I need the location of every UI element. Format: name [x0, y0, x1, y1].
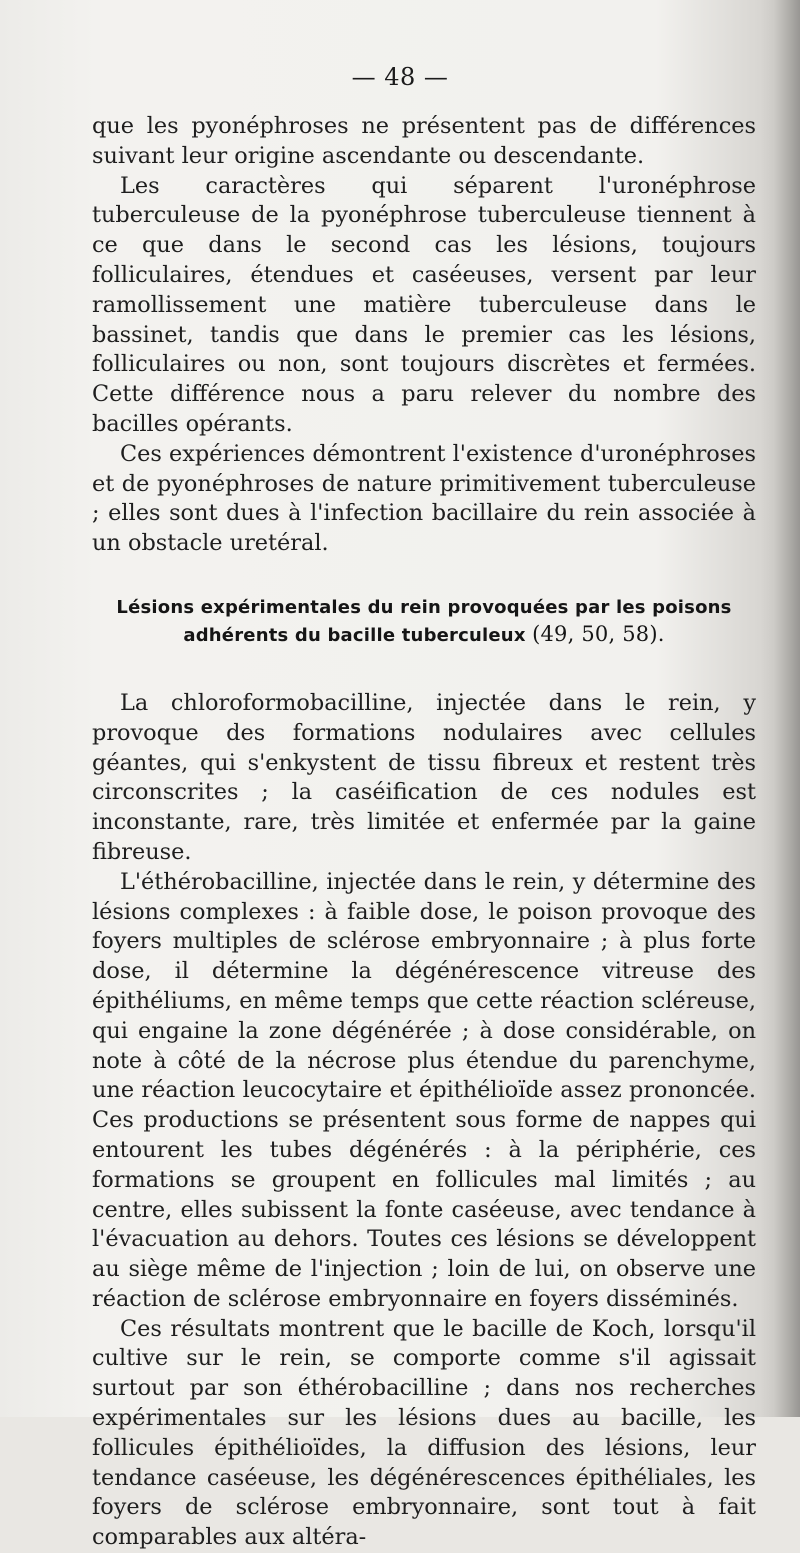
section-heading-line-2-text: adhérents du bacille tuberculeux [183, 624, 526, 646]
page-body [92, 112, 756, 1553]
paragraph-koch-bacillus-results: Ces résultats montrent que le bacille de Koch, lorsqu'il cultive sur le rein, se comporte comme s'il agissait surtout par son éthérobacilline ; dans nos recherches expérimentales sur les lésions dues au bacille, les follicules épithélioïdes, la diffusion des lésions, leur tendance caséeuse, les dégénérescences épithéliales, les foyers de sclérose embryonnaire, sont tout à fait comparables aux altéra- [92, 1315, 756, 1551]
page-number: — 48 — [351, 63, 449, 91]
paragraph-continuation: que les pyonéphroses ne présentent pas de différences suivant leur origine ascendante ou descendante. [92, 113, 756, 169]
section-heading-line-1: Lésions expérimentales du rein provoquées par les poisons [116, 596, 732, 618]
paragraph-uronephrose-vs-pyonephrose: Les caractères qui séparent l'uronéphrose tuberculeuse de la pyonéphrose tuberculeuse tiennent à ce que dans le second cas les lésions, toujours folliculaires, étendues et caséeuses, versent par leur ramollissement une matière tuberculeuse dans le bassinet, tandis que dans le premier cas les lésions, folliculaires ou non, sont toujours discrètes et fermées. Cette différence nous a paru relever du nombre des bacilles opérants. [92, 172, 756, 437]
section-heading-line-2 [92, 621, 756, 649]
paragraph-chloroformobacilline: La chloroformobacilline, injectée dans le rein, y provoque des formations nodulaires avec cellules géantes, qui s'enkystent de tissu fibreux et restent très circonscrites ; la caséification de ces nodules est inconstante, rare, très limitée et enfermée par la gaine fibreuse. [92, 689, 756, 865]
paragraph-experiments-conclusion: Ces expériences démontrent l'existence d'uronéphroses et de pyonéphroses de nature primitivement tuberculeuse ; elles sont dues à l'infection bacillaire du rein associée à un obstacle uretéral. [92, 440, 756, 557]
paragraph-etherobacilline: L'éthérobacilline, injectée dans le rein, y détermine des lésions complexes : à faible dose, le poison provoque des foyers multiples de sclérose embryonnaire ; à plus forte dose, il détermine la dégénérescence vitreuse des épithéliums, en même temps que cette réaction scléreuse, qui engaine la zone dégénérée ; à dose considérable, on note à côté de la nécrose plus étendue du parenchyme, une réaction leucocytaire et épithélioïde assez prononcée. Ces productions se présentent sous forme de nappes qui entourent les tubes dégénérés : à la périphérie, ces formations se groupent en follicules mal limités ; au centre, elles subissent la fonte caséeuse, avec tendance à l'évacuation au dehors. Toutes ces lésions se développent au siège même de l'injection ; loin de lui, on observe une réaction de sclérose embryonnaire en foyers disséminés. [92, 868, 756, 1312]
section-heading-references: (49, 50, 58). [532, 621, 665, 646]
section-heading [92, 595, 756, 649]
